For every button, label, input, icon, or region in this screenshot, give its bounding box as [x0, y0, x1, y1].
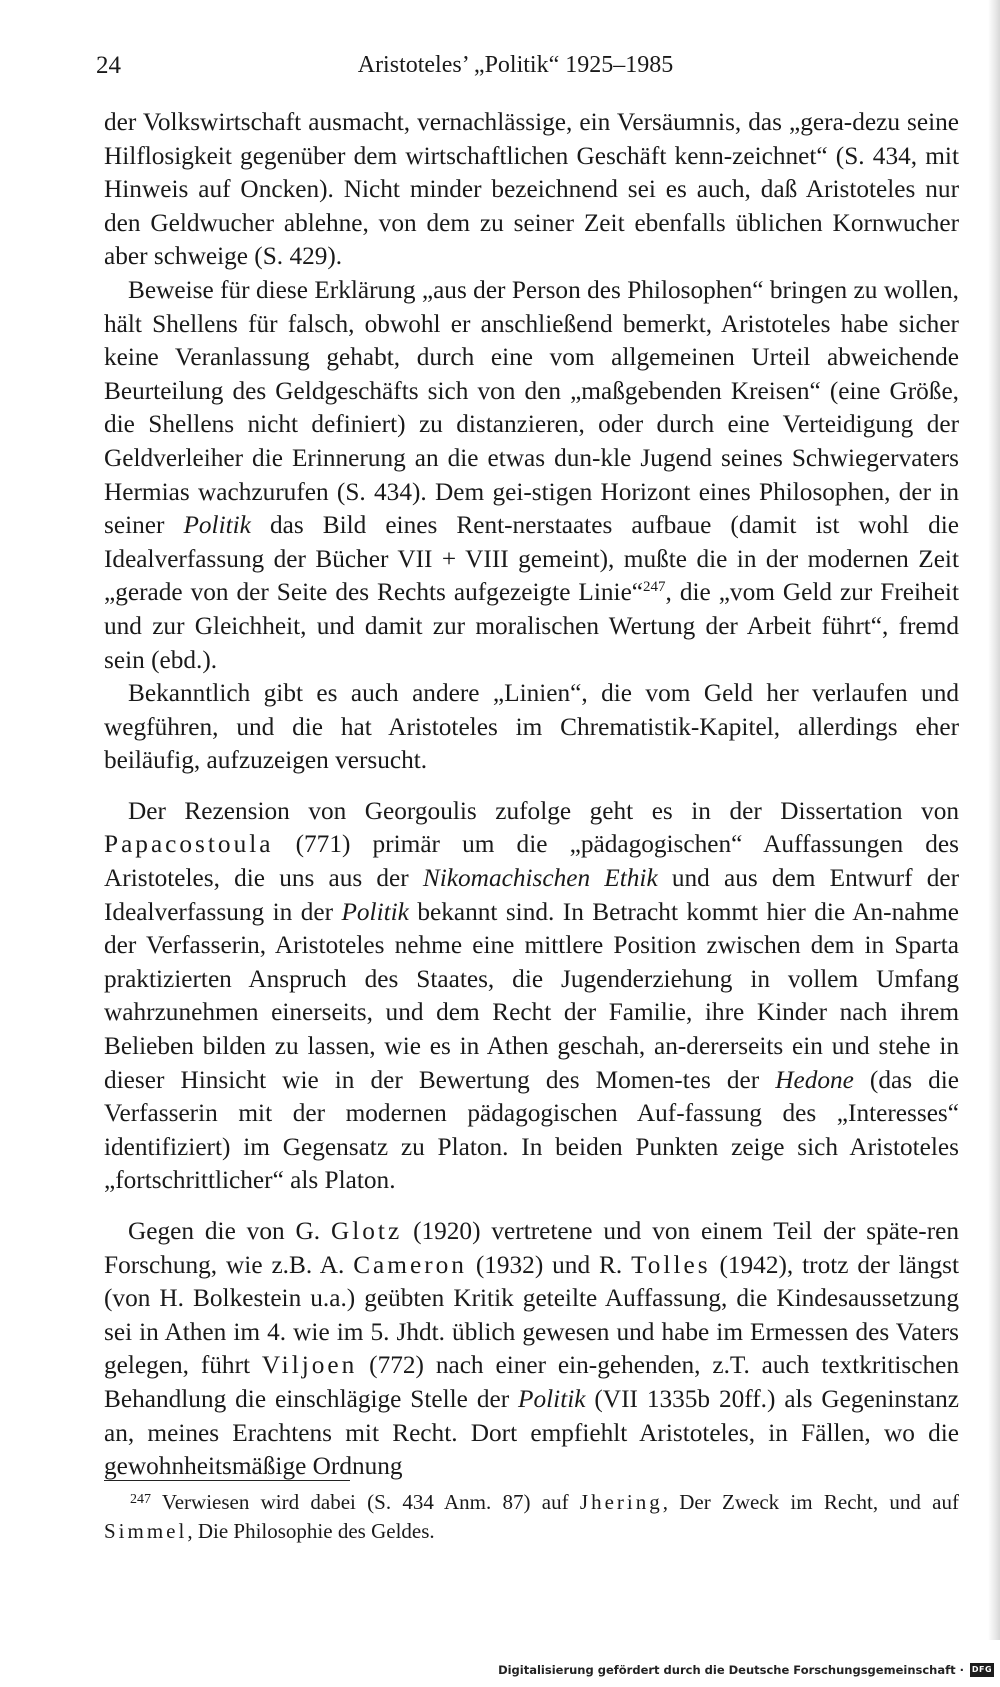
- page-number: 24: [96, 52, 121, 79]
- spaced-author-name: Jhering: [579, 1490, 663, 1514]
- spaced-author-name: Glotz: [330, 1217, 403, 1245]
- footnote-divider: [104, 1480, 350, 1481]
- italic-title: Politik: [341, 897, 409, 926]
- text-run: , Der Zweck im Recht, und auf: [662, 1490, 959, 1514]
- section-gap: [104, 1198, 959, 1215]
- paragraph-1: [104, 106, 959, 274]
- italic-title: Nikomachischen Ethik: [422, 864, 658, 893]
- section-gap: [104, 778, 959, 795]
- main-text: [104, 106, 959, 1484]
- italic-term: Hedone: [775, 1065, 854, 1094]
- text-run: (772) nach einer ein-gehenden, z.T. auch textkritischen Behandlung die einschlägige Stelle der: [104, 1351, 960, 1413]
- scan-page-edge: [988, 0, 1000, 1640]
- footnote-number: 247: [130, 1492, 151, 1507]
- text-run: bekannt sind. In Betracht kommt hier die An-nahme der Verfasserin, Aristoteles nehme eine mittlere Position zwischen dem in Sparta praktizierten Anspruch des Staates, die Jugenderziehung in vollem Umfang wahrzunehmen einerseits, und dem Recht der Familie, ihre Kinder nach ihrem Belieben bilden zu lassen, wie es in Athen geschah, an-dererseits ein und stehe in dieser Hinsicht wie in der Bewertung des Momen-tes der: [104, 897, 959, 1094]
- text-run: (771) primär um die „pädagogischen“ Auffassungen des Aristoteles, die uns aus der: [104, 830, 959, 893]
- page-header: [96, 52, 907, 92]
- spaced-author-name: Papacostoula: [104, 830, 274, 859]
- digitization-footer: [498, 1661, 994, 1679]
- footnote-247: [104, 1488, 959, 1546]
- spaced-author-name: Simmel: [104, 1519, 188, 1543]
- text-run: Verwiesen wird dabei (S. 434 Anm. 87) auf: [151, 1490, 580, 1514]
- text-run: (1942), trotz der längst (von H. Bolkestein u.a.) geübten Kritik geteilte Auffassung, die Kindesaussetzung sei in Athen im 4. wie im 5. Jhdt. üblich gewesen und habe im Ermessen des Vaters gelegen, führt: [104, 1250, 959, 1380]
- paragraph-3: [104, 677, 959, 778]
- paragraph-5: [104, 1215, 959, 1484]
- dfg-logo: DFG: [970, 1663, 994, 1677]
- text-run: (VII 1335b 20ff.) als Gegeninstanz an, meines Erachtens mit Recht. Dort empfiehlt Aristoteles, in Fällen, wo die gewohnheitsmäßige Ordnung: [104, 1384, 959, 1481]
- footnote-reference[interactable]: 247: [643, 579, 666, 596]
- text-run: (das die Verfasserin mit der modernen pädagogischen Auf-fassung des „Interesses“ identifiziert) im Gegensatz zu Platon. In beiden Punkten zeige sich Aristoteles „fortschrittlicher“ als Platon.: [104, 1065, 959, 1195]
- italic-title: Politik: [183, 511, 251, 540]
- spaced-author-name: Cameron: [353, 1250, 467, 1279]
- text-run: Bekanntlich gibt es auch andere „Linien“, die vom Geld her verlaufen und wegführen, und die hat Aristoteles im Chrematistik-Kapitel, allerdings eher beiläufig, aufzuzeigen versucht.: [104, 679, 959, 775]
- running-title: Aristoteles’ „Politik“ 1925–1985: [357, 52, 674, 78]
- text-run: das Bild eines Rent-nerstaates aufbaue (damit ist wohl die Idealverfassung der Bücher VII + VIII gemeint), mußte die in der modernen Zeit „gerade von der Seite des Rechts aufgezeigte Linie“: [104, 511, 959, 607]
- spaced-author-name: Tolles: [631, 1250, 711, 1279]
- text-run: Der Rezension von Georgoulis zufolge geht es in der Dissertation von: [128, 796, 959, 825]
- text-run: (1932) und R.: [466, 1250, 632, 1279]
- text-run: Gegen die von G.: [128, 1217, 331, 1245]
- text-run: (1920) vertretene und von einem Teil der späte-ren Forschung, wie z.B. A.: [104, 1217, 959, 1279]
- text-run: Beweise für diese Erklärung „aus der Person des Philosophen“ bringen zu wollen, hält Shellens für falsch, obwohl er anschließend bemerkt, Aristoteles habe sicher keine Veranlassung gehabt, durch eine vom allgemeinen Urteil abweichende Beurteilung des Geldgeschäfts sich von den „maßgebenden Kreisen“ (eine Größe, die Shellens nicht definiert) zu distanzieren, oder durch eine Verteidigung der Geldverleiher die Erinnerung an die etwas dun-kle Jugend seines Schwiegervaters Hermias wachzurufen (S. 434). Dem gei-stigen Horizont eines Philosophen, der in seiner: [104, 275, 959, 540]
- paragraph-4: [104, 795, 959, 1198]
- text-run: der Volkswirtschaft ausmacht, vernachlässige, ein Versäumnis, das „gera-dezu seine Hilflosigkeit gegenüber dem wirtschaftlichen Geschäft kenn-zeichnet“ (S. 434, mit Hinweis auf Oncken). Nicht minder bezeichnend sei es auch, daß Aristoteles nur den Geldwucher ablehne, von dem zu seiner Zeit ebenfalls üblichen Kornwucher aber schweige (S. 429).: [104, 108, 959, 271]
- text-run: , Die Philosophie des Geldes.: [187, 1519, 435, 1543]
- text-run: , die „vom Geld zur Freiheit und zur Gleichheit, und damit zur moralischen Wertung der Arbeit führt“, fremd sein (ebd.).: [104, 578, 959, 674]
- text-run: und aus dem Entwurf der Idealverfassung in der: [104, 864, 959, 926]
- paragraph-2: [104, 274, 959, 677]
- digitization-note: Digitalisierung gefördert durch die Deutsche Forschungsgemeinschaft ·: [498, 1663, 964, 1677]
- italic-title: Politik: [518, 1384, 586, 1413]
- spaced-author-name: Viljoen: [261, 1351, 358, 1380]
